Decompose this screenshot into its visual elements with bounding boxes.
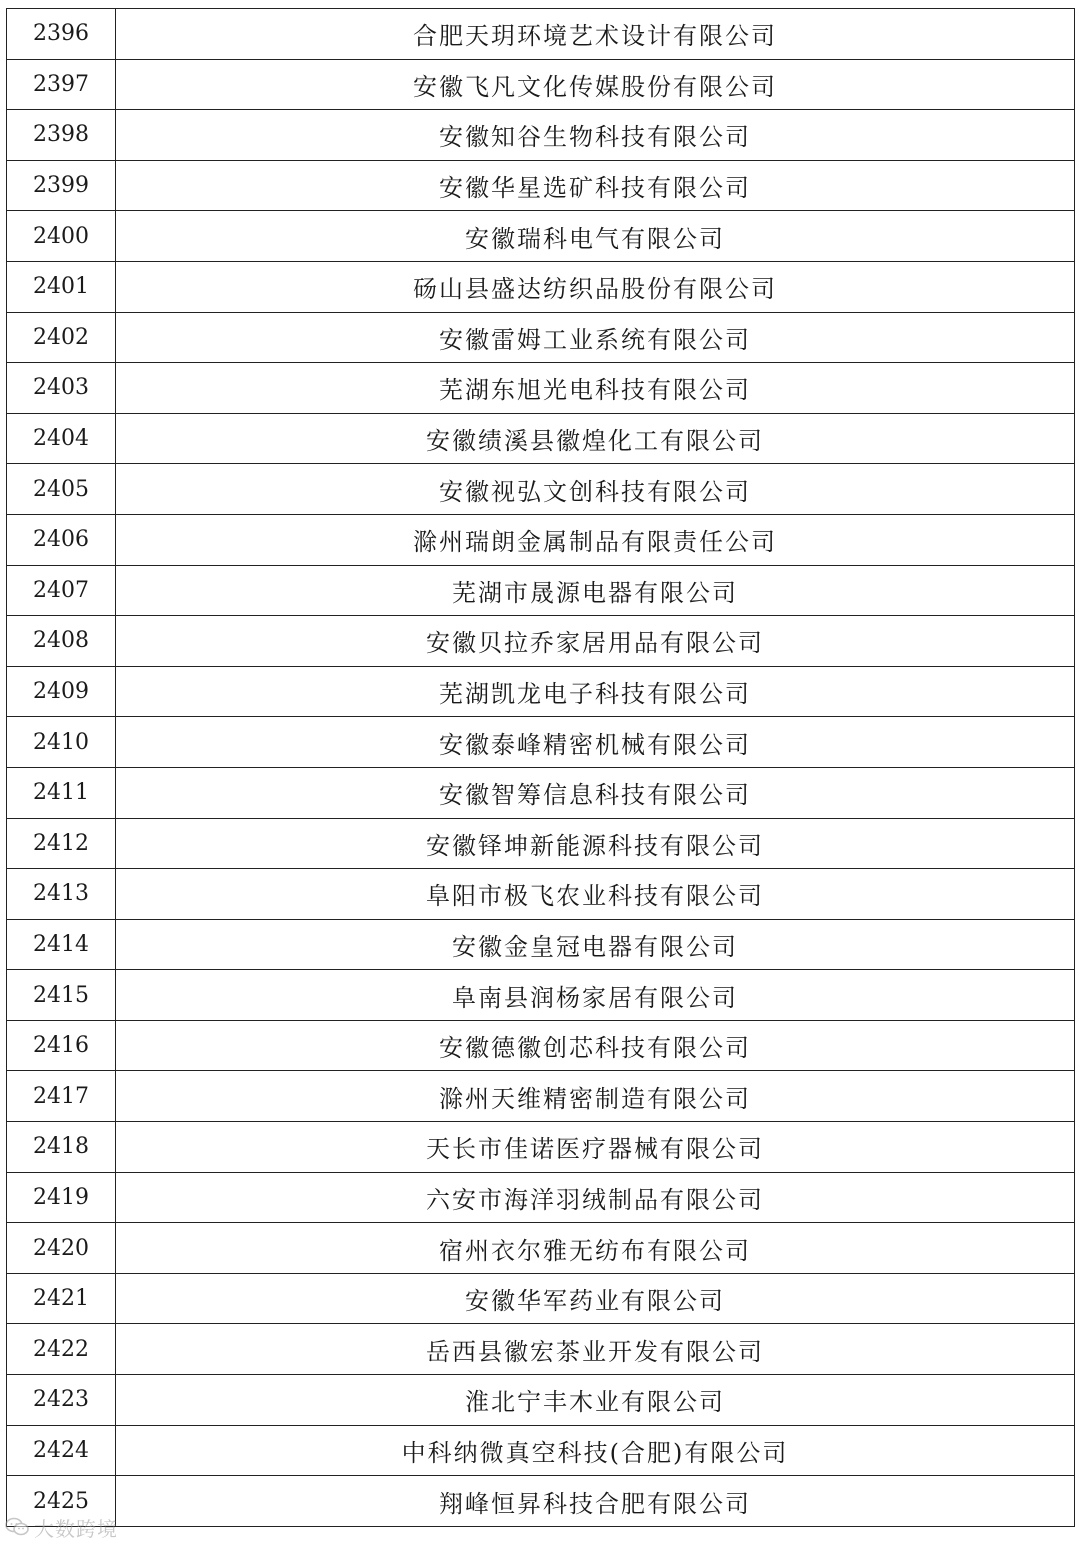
company-name: 安徽绩溪县徽煌化工有限公司	[116, 413, 1075, 464]
table-row	[7, 363, 1075, 414]
row-number: 2402	[7, 312, 116, 363]
table-row	[7, 869, 1075, 920]
company-name: 安徽德徽创芯科技有限公司	[116, 1020, 1075, 1071]
table-row	[7, 565, 1075, 616]
row-number: 2401	[7, 261, 116, 312]
company-name: 安徽智筹信息科技有限公司	[116, 767, 1075, 818]
row-number: 2413	[7, 869, 116, 920]
row-number: 2406	[7, 514, 116, 565]
company-name: 滁州瑞朗金属制品有限责任公司	[116, 514, 1075, 565]
row-number: 2422	[7, 1324, 116, 1375]
company-name: 阜阳市极飞农业科技有限公司	[116, 869, 1075, 920]
company-name: 安徽华军药业有限公司	[116, 1273, 1075, 1324]
table-row	[7, 1071, 1075, 1122]
company-name: 安徽飞凡文化传媒股份有限公司	[116, 59, 1075, 110]
company-name: 安徽铎坤新能源科技有限公司	[116, 818, 1075, 869]
table-row	[7, 261, 1075, 312]
row-number: 2421	[7, 1273, 116, 1324]
company-name: 安徽金皇冠电器有限公司	[116, 919, 1075, 970]
table-row	[7, 9, 1075, 60]
row-number: 2399	[7, 160, 116, 211]
row-number: 2412	[7, 818, 116, 869]
row-number: 2411	[7, 767, 116, 818]
table-row	[7, 970, 1075, 1021]
table-row	[7, 767, 1075, 818]
table-row	[7, 1425, 1075, 1476]
table-row	[7, 1020, 1075, 1071]
table-row	[7, 919, 1075, 970]
table-row	[7, 1476, 1075, 1527]
row-number: 2397	[7, 59, 116, 110]
company-name: 安徽雷姆工业系统有限公司	[116, 312, 1075, 363]
company-name: 合肥天玥环境艺术设计有限公司	[116, 9, 1075, 60]
watermark	[4, 1512, 118, 1542]
table-row	[7, 1122, 1075, 1173]
row-number: 2414	[7, 919, 116, 970]
row-number: 2424	[7, 1425, 116, 1476]
company-name: 安徽华星选矿科技有限公司	[116, 160, 1075, 211]
company-name: 安徽知谷生物科技有限公司	[116, 110, 1075, 161]
row-number: 2407	[7, 565, 116, 616]
wechat-logo-icon	[4, 1514, 30, 1540]
row-number: 2425	[7, 1476, 116, 1527]
table-row	[7, 413, 1075, 464]
table-row	[7, 717, 1075, 768]
table-row	[7, 1223, 1075, 1274]
company-name: 阜南县润杨家居有限公司	[116, 970, 1075, 1021]
company-name: 芜湖市晟源电器有限公司	[116, 565, 1075, 616]
row-number: 2418	[7, 1122, 116, 1173]
company-name: 安徽泰峰精密机械有限公司	[116, 717, 1075, 768]
company-name: 宿州衣尔雅无纺布有限公司	[116, 1223, 1075, 1274]
company-name: 翔峰恒昇科技合肥有限公司	[116, 1476, 1075, 1527]
row-number: 2420	[7, 1223, 116, 1274]
table-row	[7, 1172, 1075, 1223]
row-number: 2396	[7, 9, 116, 60]
row-number: 2400	[7, 211, 116, 262]
table-row	[7, 464, 1075, 515]
table-row	[7, 1324, 1075, 1375]
company-name: 安徽贝拉乔家居用品有限公司	[116, 616, 1075, 667]
row-number: 2408	[7, 616, 116, 667]
table-row	[7, 1375, 1075, 1426]
company-name: 六安市海洋羽绒制品有限公司	[116, 1172, 1075, 1223]
row-number: 2404	[7, 413, 116, 464]
table-row	[7, 211, 1075, 262]
company-name: 砀山县盛达纺织品股份有限公司	[116, 261, 1075, 312]
company-name: 安徽瑞科电气有限公司	[116, 211, 1075, 262]
table-row	[7, 666, 1075, 717]
row-number: 2410	[7, 717, 116, 768]
table-body	[7, 9, 1075, 1527]
table-row	[7, 514, 1075, 565]
table-row	[7, 110, 1075, 161]
table-row	[7, 312, 1075, 363]
table-row	[7, 160, 1075, 211]
company-list-table	[6, 8, 1075, 1527]
row-number: 2417	[7, 1071, 116, 1122]
table-row	[7, 818, 1075, 869]
row-number: 2416	[7, 1020, 116, 1071]
company-name: 中科纳微真空科技(合肥)有限公司	[116, 1425, 1075, 1476]
watermark-text: 大数跨境	[34, 1516, 118, 1541]
company-name: 天长市佳诺医疗器械有限公司	[116, 1122, 1075, 1173]
row-number: 2403	[7, 363, 116, 414]
company-name: 淮北宁丰木业有限公司	[116, 1375, 1075, 1426]
row-number: 2423	[7, 1375, 116, 1426]
table-row	[7, 616, 1075, 667]
company-name: 滁州天维精密制造有限公司	[116, 1071, 1075, 1122]
row-number: 2405	[7, 464, 116, 515]
row-number: 2419	[7, 1172, 116, 1223]
table-row	[7, 1273, 1075, 1324]
company-name: 芜湖东旭光电科技有限公司	[116, 363, 1075, 414]
company-name: 芜湖凯龙电子科技有限公司	[116, 666, 1075, 717]
company-name: 岳西县徽宏茶业开发有限公司	[116, 1324, 1075, 1375]
table-row	[7, 59, 1075, 110]
row-number: 2398	[7, 110, 116, 161]
row-number: 2415	[7, 970, 116, 1021]
company-name: 安徽视弘文创科技有限公司	[116, 464, 1075, 515]
row-number: 2409	[7, 666, 116, 717]
